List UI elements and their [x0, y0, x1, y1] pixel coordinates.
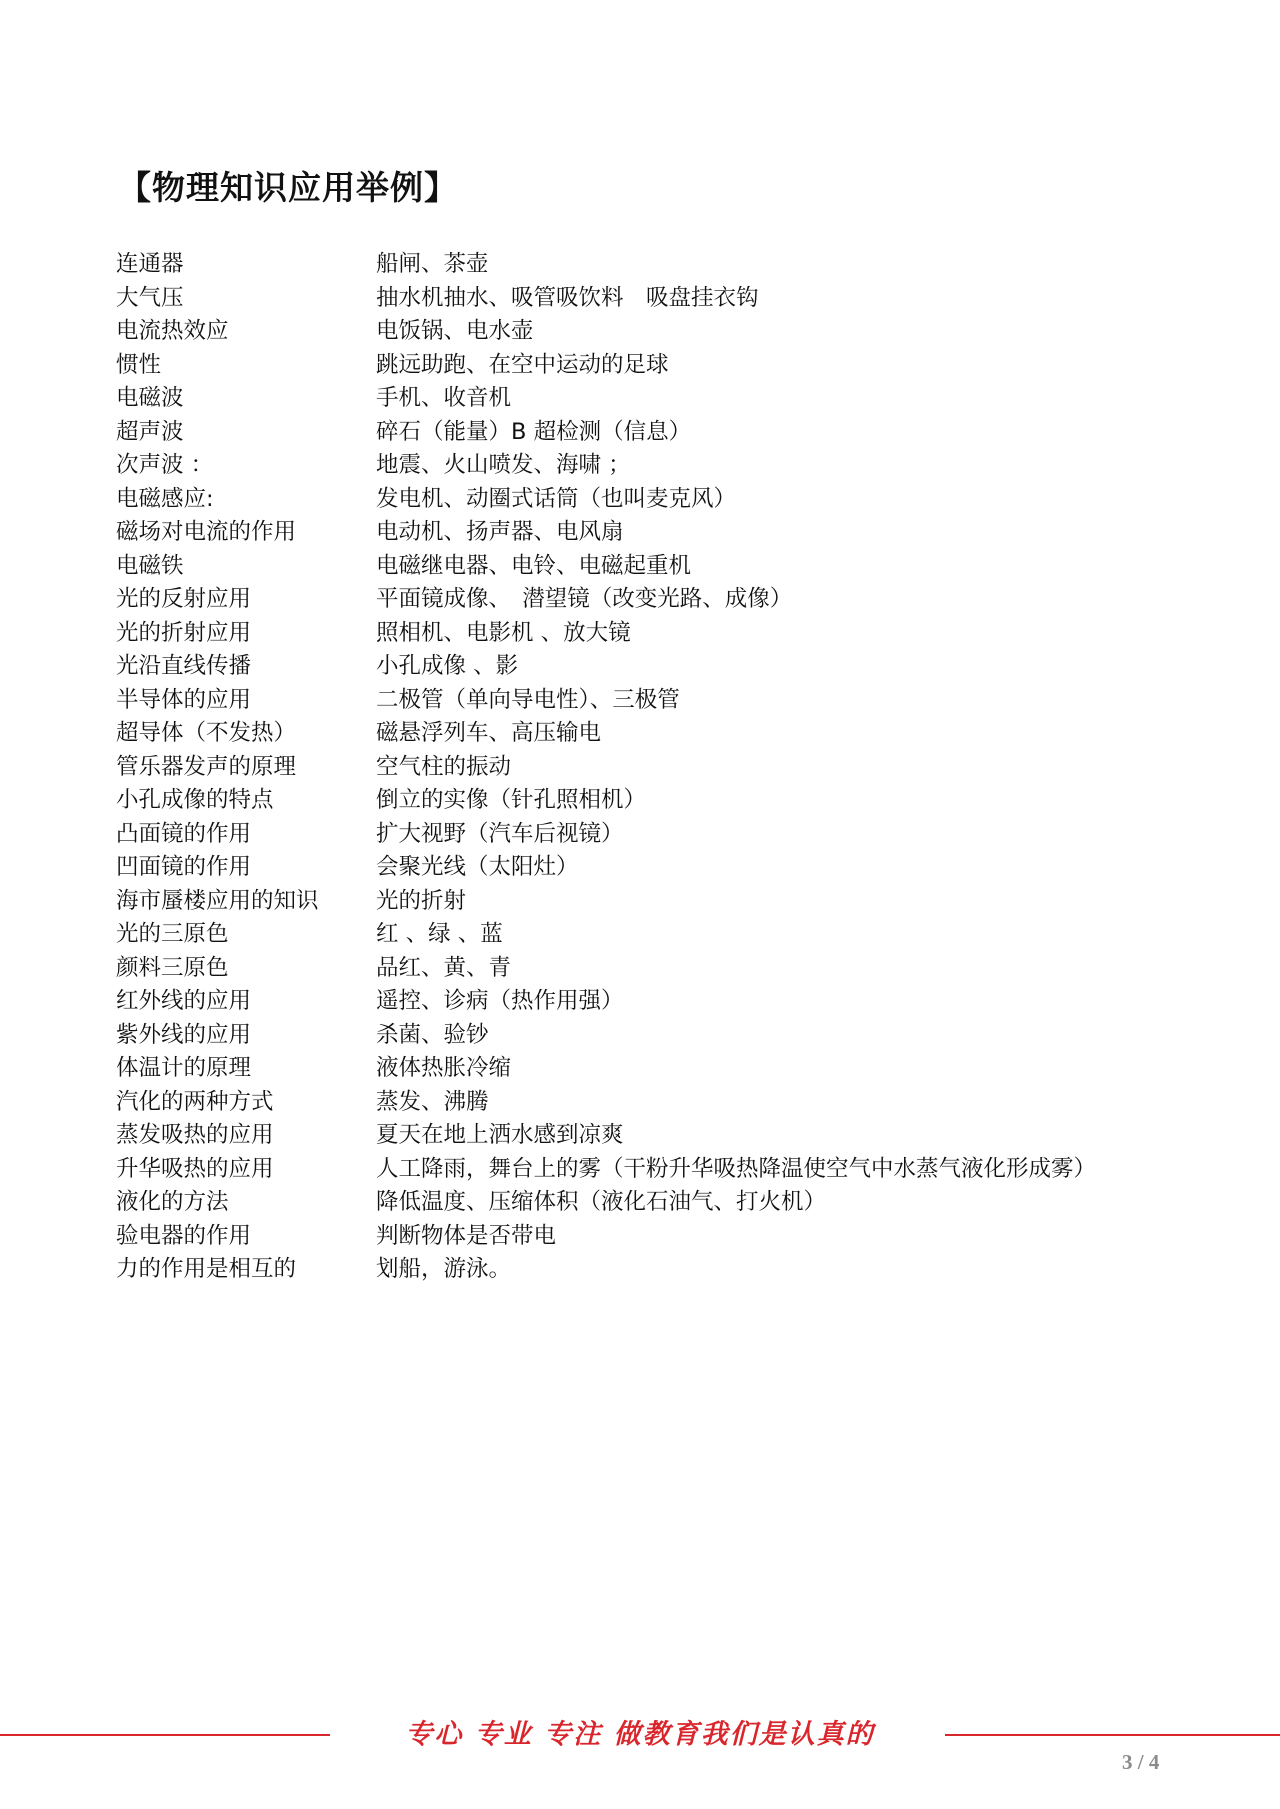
list-item [116, 1086, 1236, 1120]
example-text: 夏天在地上洒水感到凉爽 [376, 1122, 624, 1148]
list-item [116, 751, 1236, 785]
list-item [116, 885, 1236, 919]
example-text: 红 、绿 、蓝 [376, 921, 503, 947]
term-label: 红外线的应用 [116, 988, 252, 1014]
list-item [116, 516, 1236, 550]
example-text: 发电机、动圈式话筒（也叫麦克风） [376, 485, 737, 512]
term-label: 光沿直线传播 [116, 653, 252, 679]
example-text: 人工降雨，舞台上的雾（干粉升华吸热降温使空气中水蒸气液化形成雾） [376, 1155, 1097, 1182]
list-item [116, 684, 1236, 718]
footer-slogan: 专心 专业 专注 做教育我们是认真的 [405, 1719, 875, 1750]
footer [0, 1715, 1280, 1755]
term-label: 颜料三原色 [116, 954, 229, 981]
example-text: 船闸、茶壶 [376, 251, 489, 277]
list-item [116, 952, 1236, 986]
example-text: 判断物体是否带电 [376, 1222, 557, 1249]
example-text: 蒸发、沸腾 [376, 1088, 489, 1115]
list-item [116, 315, 1236, 349]
footer-divider-left [0, 1734, 330, 1736]
term-label: 光的三原色 [116, 921, 229, 947]
list-item [116, 483, 1236, 517]
example-text: 遥控、诊病（热作用强） [376, 988, 624, 1014]
example-text: 二极管（单向导电性）、三极管 [376, 686, 680, 713]
term-label: 连通器 [116, 251, 184, 277]
term-label: 大气压 [116, 284, 184, 311]
term-label: 光的反射应用 [116, 586, 252, 612]
example-text: 杀菌、验钞 [376, 1021, 489, 1048]
list-item [116, 382, 1236, 416]
list-item [116, 918, 1236, 952]
term-label: 半导体的应用 [116, 686, 252, 713]
term-label: 次声波 ： [116, 452, 214, 478]
list-item [116, 650, 1236, 684]
list-item [116, 818, 1236, 852]
page-number: 3 / 4 [1122, 1750, 1160, 1774]
list-item [116, 1019, 1236, 1053]
example-text: 跳远助跑、在空中运动的足球 [376, 351, 669, 378]
example-text: 手机、收音机 [376, 385, 512, 411]
list-item [116, 550, 1236, 584]
example-text: 品红、黄、青 [376, 954, 512, 981]
list-item [116, 1052, 1236, 1086]
list-item [116, 416, 1236, 450]
example-text: 扩大视野（汽车后视镜） [376, 820, 624, 847]
list-item [116, 851, 1236, 885]
term-label: 海市蜃楼应用的知识 [116, 887, 319, 914]
example-text: 碎石（能量）B 超检测（信息） [376, 418, 692, 445]
term-label: 凸面镜的作用 [116, 820, 252, 847]
term-label: 蒸发吸热的应用 [116, 1122, 274, 1148]
term-label: 电磁铁 [116, 552, 184, 579]
list-item [116, 583, 1236, 617]
term-label: 凹面镜的作用 [116, 854, 252, 880]
example-text: 液体热胀冷缩 [376, 1055, 512, 1081]
example-text: 会聚光线（太阳灶） [376, 854, 579, 880]
example-text: 倒立的实像（针孔照相机） [376, 787, 647, 813]
list-item [116, 1153, 1236, 1187]
list-item [116, 1119, 1236, 1153]
example-text: 电动机、扬声器、电风扇 [376, 519, 624, 545]
example-text: 划船，游泳。 [376, 1256, 512, 1282]
term-label: 力的作用是相互的 [116, 1256, 297, 1282]
example-text: 磁悬浮列车、高压输电 [376, 720, 602, 746]
list-item [116, 985, 1236, 1019]
knowledge-list [116, 248, 1236, 1287]
term-label: 升华吸热的应用 [116, 1155, 274, 1182]
example-text: 平面镜成像、 潜望镜（改变光路、成像） [376, 586, 793, 612]
term-label: 液化的方法 [116, 1189, 229, 1215]
term-label: 光的折射应用 [116, 619, 252, 646]
page-title: 【物理知识应用举例】 [118, 168, 458, 207]
example-text: 小孔成像 、影 [376, 653, 519, 679]
list-item [116, 1220, 1236, 1254]
term-label: 汽化的两种方式 [116, 1088, 274, 1115]
example-text: 降低温度、压缩体积（液化石油气、打火机） [376, 1189, 827, 1215]
term-label: 电磁波 [116, 385, 184, 411]
list-item [116, 784, 1236, 818]
term-label: 超声波 [116, 418, 184, 445]
term-label: 小孔成像的特点 [116, 787, 274, 813]
term-label: 验电器的作用 [116, 1222, 252, 1249]
list-item [116, 282, 1236, 316]
footer-divider-right [945, 1734, 1280, 1736]
example-text: 地震、火山喷发、海啸 ； [376, 452, 631, 478]
example-text: 抽水机抽水、吸管吸饮料 吸盘挂衣钩 [376, 284, 759, 311]
term-label: 体温计的原理 [116, 1055, 252, 1081]
example-text: 电磁继电器、电铃、电磁起重机 [376, 552, 692, 579]
term-label: 电磁感应: [116, 485, 214, 512]
list-item [116, 449, 1236, 483]
list-item [116, 248, 1236, 282]
example-text: 照相机、电影机 、放大镜 [376, 619, 631, 646]
list-item [116, 1253, 1236, 1287]
list-item [116, 617, 1236, 651]
term-label: 电流热效应 [116, 318, 229, 344]
example-text: 光的折射 [376, 887, 467, 914]
term-label: 紫外线的应用 [116, 1021, 252, 1048]
list-item [116, 717, 1236, 751]
term-label: 超导体（不发热） [116, 720, 297, 746]
term-label: 惯性 [116, 351, 162, 378]
example-text: 电饭锅、电水壶 [376, 318, 534, 344]
example-text: 空气柱的振动 [376, 753, 512, 780]
list-item [116, 1186, 1236, 1220]
list-item [116, 349, 1236, 383]
term-label: 管乐器发声的原理 [116, 753, 297, 780]
term-label: 磁场对电流的作用 [116, 519, 297, 545]
